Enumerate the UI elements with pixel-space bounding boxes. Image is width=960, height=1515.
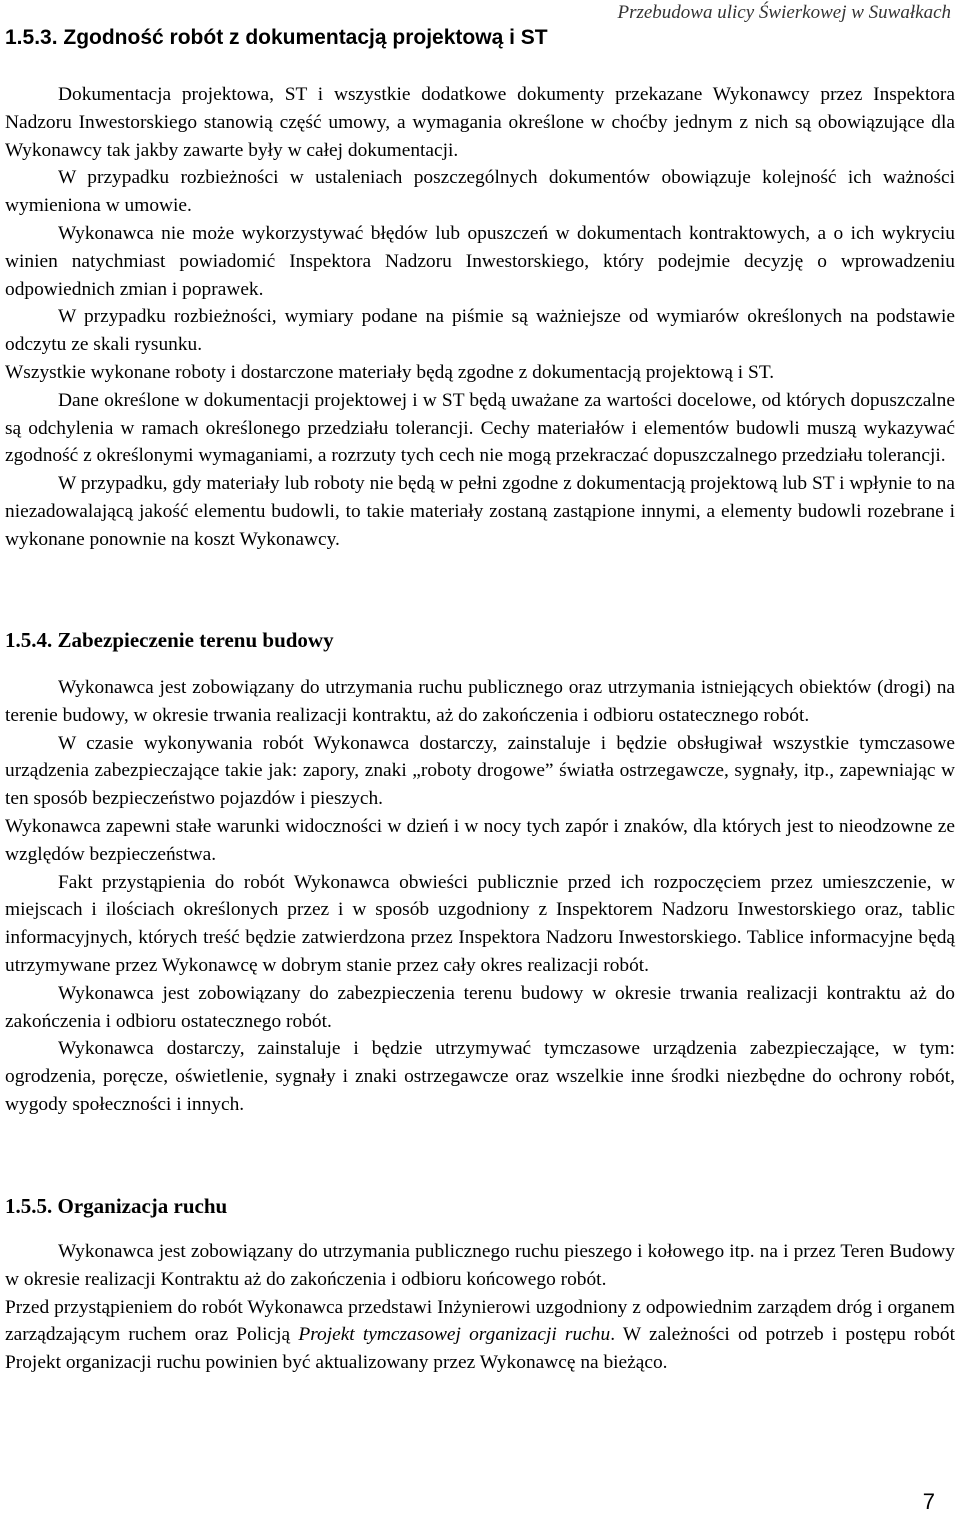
paragraph: W przypadku, gdy materiały lub roboty nie będą w pełni zgodne z dokumentacją projektową lub ST i wpłynie to na niezadowalającą jakość elementu budowli, to takie materiały zostaną zastąpione innymi, a elementy budowli rozebrane i wykonane ponownie na koszt Wykonawcy. bbox=[5, 473, 955, 550]
paragraph: Wykonawca jest zobowiązany do utrzymania publicznego ruchu pieszego i kołowego itp. na i przez Teren Budowy w okresie realizacji Kontraktu aż do zakończenia i odbioru końcowego robót. bbox=[5, 1241, 955, 1290]
section-body-1-5-4 bbox=[5, 674, 955, 1119]
paragraph: Wykonawca dostarczy, zainstaluje i będzie utrzymywać tymczasowe urządzenia zabezpieczające, w tym: ogrodzenia, poręcze, oświetlenie, sygnały i znaki ostrzegawcze oraz wszelkie inne środki niezbędne do ochrony robót, wygody społeczności i innych. bbox=[5, 1038, 955, 1115]
paragraph: W czasie wykonywania robót Wykonawca dostarczy, zainstaluje i będzie obsługiwał wszystkie tymczasowe urządzenia zabezpieczające takie jak: zapory, znaki „roboty drogowe” światła ostrzegawcze, sygnały, itp., zapewniając w ten sposób bezpieczeństwo pojazdów i pieszych. bbox=[5, 732, 955, 810]
section-body-1-5-3 bbox=[5, 81, 955, 554]
paragraph: Dokumentacja projektowa, ST i wszystkie dodatkowe dokumenty przekazane Wykonawcy przez Inspektora Nadzoru Inwestorskiego stanowią część umowy, a wymagania określone w choćby jednym z nich są obowiązujące dla Wykonawcy tak jakby zawarte były w całej dokumentacji. bbox=[5, 84, 955, 161]
paragraph: Wykonawca jest zobowiązany do utrzymania ruchu publicznego oraz utrzymania istniejących obiektów (drogi) na terenie budowy, w okresie trwania realizacji kontraktu, aż do zakończenia i odbioru ostatecznego robót. bbox=[5, 677, 955, 726]
section-heading-1-5-5: 1.5.5. Organizacja ruchu bbox=[5, 1194, 228, 1218]
section-heading-1-5-4: 1.5.4. Zabezpieczenie terenu budowy bbox=[5, 628, 334, 652]
running-header: Przebudowa ulicy Świerkowej w Suwałkach bbox=[617, 2, 951, 23]
paragraph: Wszystkie wykonane roboty i dostarczone materiały będą zgodne z dokumentacją projektową i ST. bbox=[5, 361, 775, 383]
page-number: 7 bbox=[922, 1489, 935, 1514]
paragraph: W przypadku rozbieżności w ustaleniach poszczególnych dokumentów obowiązuje kolejność ich ważności wymieniona w umowie. bbox=[5, 167, 955, 217]
section-body-1-5-5 bbox=[5, 1238, 955, 1377]
text-span: . W zależności od potrzeb i postępu robót Projekt organizacji ruchu powinien być aktualizowany przez Wykonawcę na bieżąco. bbox=[5, 1324, 955, 1374]
section-heading-1-5-3: 1.5.3. Zgodność robót z dokumentacją projektową i ST bbox=[5, 26, 548, 49]
text-span: Przed przystąpieniem do robót Wykonawca przedstawi Inżynierowi uzgodniony z odpowiednim zarządem dróg i organem zarządzającym ruchem oraz Policją bbox=[5, 1296, 955, 1346]
paragraph: Wykonawca jest zobowiązany do zabezpieczenia terenu budowy w okresie trwania realizacji kontraktu aż do zakończenia i odbioru ostatecznego robót. bbox=[5, 982, 955, 1032]
paragraph: W przypadku rozbieżności, wymiary podane na piśmie są ważniejsze od wymiarów określonych na podstawie odczytu ze skali rysunku. bbox=[5, 306, 955, 356]
paragraph: Wykonawca zapewni stałe warunki widoczności w dzień i w nocy tych zapór i znaków, dla których jest to nieodzowne ze względów bezpieczeństwa. bbox=[5, 815, 955, 865]
paragraph: Wykonawca nie może wykorzystywać błędów lub opuszczeń w dokumentach kontraktowych, a o ich wykryciu winien natychmiast powiadomić Inspektora Nadzoru Inwestorskiego, który podejmie decyzję o wprowadzeniu odpowiednich zmian i poprawek. bbox=[5, 222, 955, 300]
paragraph: Dane określone w dokumentacji projektowej i w ST będą uważane za wartości docelowe, od których dopuszczalne są odchylenia w ramach określonego przedziału tolerancji. Cechy materiałów i elementów budowli muszą wykazywać zgodność z określonymi wymaganiami, a rozrzuty tych cech nie mogą przekraczać dopuszczalnego przedziału tolerancji. bbox=[5, 389, 955, 467]
paragraph: Fakt przystąpienia do robót Wykonawca obwieści publicznie przed ich rozpoczęciem przez umieszczenie, w miejscach i ilościach określonych przez i w sposób uzgodniony z Inspektorem Nadzoru Inwestorskiego oraz, tablic informacyjnych, których treść będzie zatwierdzona przez Inspektora Nadzoru Inwestorskiego. Tablice informacyjne będą utrzymywane przez Wykonawcę w dobrym stanie przez cały okres realizacji robót. bbox=[5, 871, 955, 976]
paragraph-with-italic bbox=[5, 1294, 955, 1377]
italic-term: Projekt tymczasowej organizacji ruchu bbox=[298, 1324, 611, 1346]
